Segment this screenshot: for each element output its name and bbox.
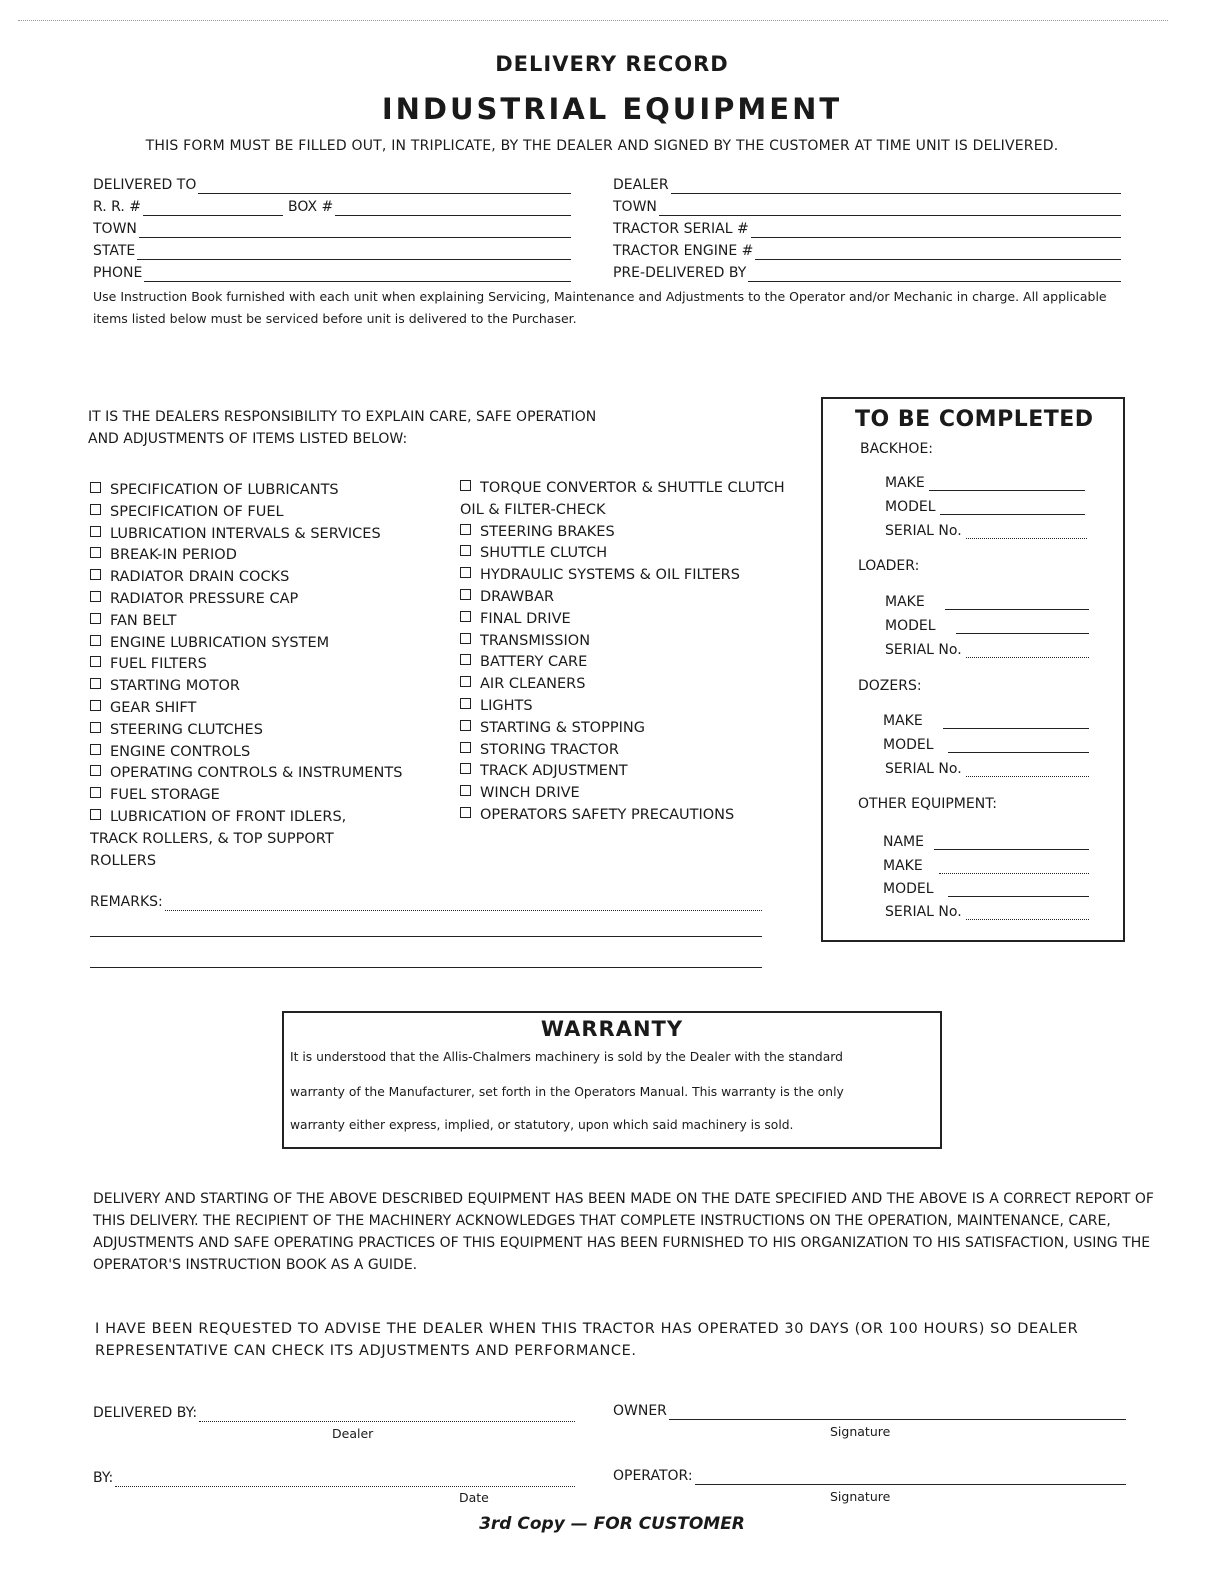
- operator-signature-caption: Signature: [830, 1489, 891, 1504]
- delivered-to-label: DELIVERED TO: [93, 177, 197, 193]
- by-field[interactable]: [93, 1470, 575, 1487]
- checklist-item[interactable]: FUEL STORAGE: [90, 785, 402, 807]
- checklist-item[interactable]: HYDRAULIC SYSTEMS & OIL FILTERS: [460, 565, 785, 587]
- pre-delivered-by-line[interactable]: [748, 268, 1121, 282]
- owner-signature-caption: Signature: [830, 1424, 891, 1439]
- checkbox[interactable]: [90, 526, 101, 537]
- checklist-item[interactable]: BREAK-IN PERIOD: [90, 545, 402, 567]
- dealer-town-line[interactable]: [659, 202, 1121, 216]
- responsibility-text: [88, 406, 728, 450]
- remarks-field[interactable]: [90, 894, 762, 911]
- by-label: BY:: [93, 1470, 114, 1486]
- checkbox[interactable]: [90, 504, 101, 515]
- checkbox[interactable]: [460, 545, 471, 556]
- date-caption: Date: [459, 1490, 489, 1505]
- loader-heading: LOADER:: [858, 558, 920, 574]
- other-equipment-heading: OTHER EQUIPMENT:: [858, 796, 997, 812]
- owner-label: OWNER: [613, 1403, 667, 1419]
- form-title: DELIVERY RECORD: [495, 52, 729, 76]
- checklist-item[interactable]: LUBRICATION OF FRONT IDLERS,: [90, 807, 402, 829]
- top-rule: [18, 20, 1168, 21]
- dealer-town-field[interactable]: [613, 199, 1121, 216]
- delivered-to-line[interactable]: [198, 180, 571, 194]
- checkbox[interactable]: [460, 742, 471, 753]
- delivered-by-field[interactable]: [93, 1405, 575, 1422]
- by-line[interactable]: [115, 1473, 575, 1487]
- checklist-item[interactable]: OPERATING CONTROLS & INSTRUMENTS: [90, 763, 402, 785]
- dozers-model-field[interactable]: MODEL: [883, 737, 1089, 753]
- checklist-item[interactable]: SHUTTLE CLUTCH: [460, 543, 785, 565]
- state-field[interactable]: [93, 243, 571, 260]
- rr-line[interactable]: [143, 202, 283, 216]
- checklist-item[interactable]: OPERATORS SAFETY PRECAUTIONS: [460, 805, 785, 827]
- delivery-statement: DELIVERY AND STARTING OF THE ABOVE DESCRIBED EQUIPMENT HAS BEEN MADE ON THE DATE SPECIFIED AND THE ABOVE IS A CORRECT REPORT OF THIS DELIVERY. THE RECIPIENT OF THE MACHINERY ACKNOWLEDGES THAT COMPLETE INSTRUCTIONS ON THE OPERATION, MAINTENANCE, CARE, ADJUSTMENTS AND SAFE OPERATING PRACTICES OF THIS EQUIPMENT HAS BEEN FURNISHED TO HIS ORGANIZATION TO HIS SATISFACTION, USING THE OPERATOR'S INSTRUCTION BOOK AS A GUIDE.: [93, 1191, 1154, 1273]
- responsibility-line-2: AND ADJUSTMENTS OF ITEMS LISTED BELOW:: [88, 431, 408, 447]
- warranty-title: WARRANTY: [540, 1017, 684, 1041]
- loader-make-field[interactable]: MAKE: [885, 594, 1089, 610]
- phone-line[interactable]: [144, 268, 571, 282]
- tractor-engine-label: TRACTOR ENGINE #: [613, 243, 754, 259]
- checkbox[interactable]: [460, 763, 471, 774]
- checklist-left: [90, 480, 402, 872]
- warranty-line-3: warranty either express, implied, or statutory, upon which said machinery is sold.: [290, 1118, 794, 1132]
- checklist-item[interactable]: LIGHTS: [460, 696, 785, 718]
- checkbox[interactable]: [90, 765, 101, 776]
- pre-delivered-by-label: PRE-DELIVERED BY: [613, 265, 747, 281]
- copy-footer: 3rd Copy — FOR CUSTOMER: [479, 1514, 745, 1534]
- checkbox[interactable]: [460, 480, 471, 491]
- delivered-by-label: DELIVERED BY:: [93, 1405, 198, 1421]
- checklist-item[interactable]: RADIATOR DRAIN COCKS: [90, 567, 402, 589]
- checkbox[interactable]: [90, 613, 101, 624]
- checkbox[interactable]: [460, 633, 471, 644]
- rr-field[interactable]: [93, 199, 283, 216]
- checklist-item[interactable]: RADIATOR PRESSURE CAP: [90, 589, 402, 611]
- delivered-to-field[interactable]: [93, 177, 571, 194]
- checkbox[interactable]: [90, 656, 101, 667]
- checkbox[interactable]: [460, 720, 471, 731]
- advise-statement: I HAVE BEEN REQUESTED TO ADVISE THE DEALER WHEN THIS TRACTOR HAS OPERATED 30 DAYS (OR 100 HOURS) SO DEALER REPRESENTATIVE CAN CHECK ITS ADJUSTMENTS AND PERFORMANCE.: [95, 1321, 1079, 1359]
- checkbox[interactable]: [460, 589, 471, 600]
- form-subtitle: INDUSTRIAL EQUIPMENT: [381, 92, 843, 126]
- dealer-line[interactable]: [671, 180, 1121, 194]
- dozers-make-field[interactable]: MAKE: [883, 713, 1089, 729]
- checklist-item[interactable]: BATTERY CARE: [460, 652, 785, 674]
- checkbox[interactable]: [460, 785, 471, 796]
- backhoe-heading: BACKHOE:: [860, 441, 934, 457]
- checklist-item[interactable]: FINAL DRIVE: [460, 609, 785, 631]
- checkbox[interactable]: [90, 678, 101, 689]
- backhoe-make-field[interactable]: MAKE: [885, 475, 1085, 491]
- remarks-line-2[interactable]: [90, 936, 762, 937]
- checklist-item[interactable]: STORING TRACTOR: [460, 740, 785, 762]
- checklist-item-continued: TRACK ROLLERS, & TOP SUPPORT: [90, 830, 334, 847]
- checklist-item[interactable]: AIR CLEANERS: [460, 674, 785, 696]
- checkbox[interactable]: [90, 547, 101, 558]
- form-instruction: THIS FORM MUST BE FILLED OUT, IN TRIPLICATE, BY THE DEALER AND SIGNED BY THE CUSTOMER AT TIME UNIT IS DELIVERED.: [145, 138, 1059, 154]
- customer-town-field[interactable]: [93, 221, 571, 238]
- checklist-item[interactable]: TORQUE CONVERTOR & SHUTTLE CLUTCH: [460, 478, 785, 500]
- dozers-heading: DOZERS:: [858, 678, 922, 694]
- dealer-caption: Dealer: [332, 1426, 374, 1441]
- instruction-note: Use Instruction Book furnished with each unit when explaining Servicing, Maintenance and Adjustments to the Operator and/or Mechanic in charge. All applicable items listed below must be serviced before unit is delivered to the Purchaser.: [93, 289, 1107, 326]
- checklist-item[interactable]: STARTING MOTOR: [90, 676, 402, 698]
- backhoe-serial-field[interactable]: SERIAL No.: [885, 523, 1087, 539]
- dozers-serial-field[interactable]: SERIAL No.: [885, 761, 1089, 777]
- customer-town-label: TOWN: [93, 221, 137, 237]
- checkbox[interactable]: [460, 611, 471, 622]
- checkbox[interactable]: [90, 482, 101, 493]
- tractor-serial-label: TRACTOR SERIAL #: [613, 221, 749, 237]
- other-serial-field[interactable]: SERIAL No.: [885, 904, 1089, 920]
- checkbox[interactable]: [460, 524, 471, 535]
- remarks-label: REMARKS:: [90, 894, 163, 910]
- loader-serial-field[interactable]: SERIAL No.: [885, 642, 1089, 658]
- checklist-item[interactable]: ENGINE CONTROLS: [90, 742, 402, 764]
- tractor-serial-line[interactable]: [751, 224, 1121, 238]
- checkbox[interactable]: [90, 700, 101, 711]
- owner-field[interactable]: [613, 1403, 1126, 1420]
- checkbox[interactable]: [460, 807, 471, 818]
- box-label: BOX #: [288, 199, 334, 215]
- checklist-item[interactable]: STEERING BRAKES: [460, 522, 785, 544]
- rr-label: R. R. #: [93, 199, 141, 215]
- delivered-by-line[interactable]: [199, 1408, 575, 1422]
- warranty-box: [282, 1011, 942, 1149]
- operator-label: OPERATOR:: [613, 1468, 693, 1484]
- checkbox[interactable]: [90, 809, 101, 820]
- checklist-item[interactable]: WINCH DRIVE: [460, 783, 785, 805]
- other-name-field[interactable]: NAME: [883, 834, 1089, 850]
- checklist-item[interactable]: FUEL FILTERS: [90, 654, 402, 676]
- checklist-item[interactable]: TRACK ADJUSTMENT: [460, 761, 785, 783]
- remarks-line-3[interactable]: [90, 967, 762, 968]
- operator-field[interactable]: [613, 1468, 1126, 1485]
- warranty-line-1: It is understood that the Allis-Chalmers machinery is sold by the Dealer with the standard: [290, 1050, 843, 1064]
- checklist-item[interactable]: ENGINE LUBRICATION SYSTEM: [90, 633, 402, 655]
- checklist-item-continued: ROLLERS: [90, 852, 157, 869]
- backhoe-model-field[interactable]: MODEL: [885, 499, 1085, 515]
- loader-model-field[interactable]: MODEL: [885, 618, 1089, 634]
- checklist-item[interactable]: GEAR SHIFT: [90, 698, 402, 720]
- checklist-item[interactable]: SPECIFICATION OF FUEL: [90, 502, 402, 524]
- operator-line[interactable]: [695, 1471, 1126, 1485]
- checkbox[interactable]: [460, 676, 471, 687]
- tractor-engine-line[interactable]: [755, 246, 1121, 260]
- checkbox[interactable]: [460, 654, 471, 665]
- other-model-field[interactable]: MODEL: [883, 881, 1089, 897]
- remarks-line-1[interactable]: [165, 897, 762, 911]
- checkbox[interactable]: [90, 787, 101, 798]
- checklist-item[interactable]: TRANSMISSION: [460, 631, 785, 653]
- tractor-serial-field[interactable]: [613, 221, 1121, 238]
- phone-label: PHONE: [93, 265, 143, 281]
- box-line[interactable]: [335, 202, 571, 216]
- checkbox[interactable]: [90, 744, 101, 755]
- phone-field[interactable]: [93, 265, 571, 282]
- checklist-item[interactable]: SPECIFICATION OF LUBRICANTS: [90, 480, 402, 502]
- box-field[interactable]: [288, 199, 571, 216]
- dealer-field[interactable]: [613, 177, 1121, 194]
- checklist-item[interactable]: LUBRICATION INTERVALS & SERVICES: [90, 524, 402, 546]
- checkbox[interactable]: [90, 591, 101, 602]
- to-be-completed-title: TO BE COMPLETED: [855, 407, 1094, 432]
- warranty-line-2: warranty of the Manufacturer, set forth in the Operators Manual. This warranty is the only: [290, 1085, 844, 1099]
- state-label: STATE: [93, 243, 136, 259]
- checkbox[interactable]: [90, 722, 101, 733]
- pre-delivered-by-field[interactable]: [613, 265, 1121, 282]
- checklist-right: [460, 478, 785, 827]
- customer-town-line[interactable]: [139, 224, 571, 238]
- checklist-item[interactable]: DRAWBAR: [460, 587, 785, 609]
- checkbox[interactable]: [90, 569, 101, 580]
- responsibility-line-1: IT IS THE DEALERS RESPONSIBILITY TO EXPLAIN CARE, SAFE OPERATION: [88, 409, 597, 425]
- to-be-completed-box: [821, 397, 1125, 942]
- state-line[interactable]: [137, 246, 571, 260]
- checklist-item[interactable]: STEERING CLUTCHES: [90, 720, 402, 742]
- checkbox[interactable]: [460, 567, 471, 578]
- owner-line[interactable]: [669, 1406, 1126, 1420]
- checkbox[interactable]: [90, 635, 101, 646]
- dealer-town-label: TOWN: [613, 199, 657, 215]
- checklist-item[interactable]: FAN BELT: [90, 611, 402, 633]
- dealer-label: DEALER: [613, 177, 669, 193]
- checkbox[interactable]: [460, 698, 471, 709]
- checklist-item[interactable]: STARTING & STOPPING: [460, 718, 785, 740]
- other-make-field[interactable]: MAKE: [883, 858, 1089, 874]
- tractor-engine-field[interactable]: [613, 243, 1121, 260]
- checklist-item-continued: OIL & FILTER-CHECK: [460, 501, 606, 518]
